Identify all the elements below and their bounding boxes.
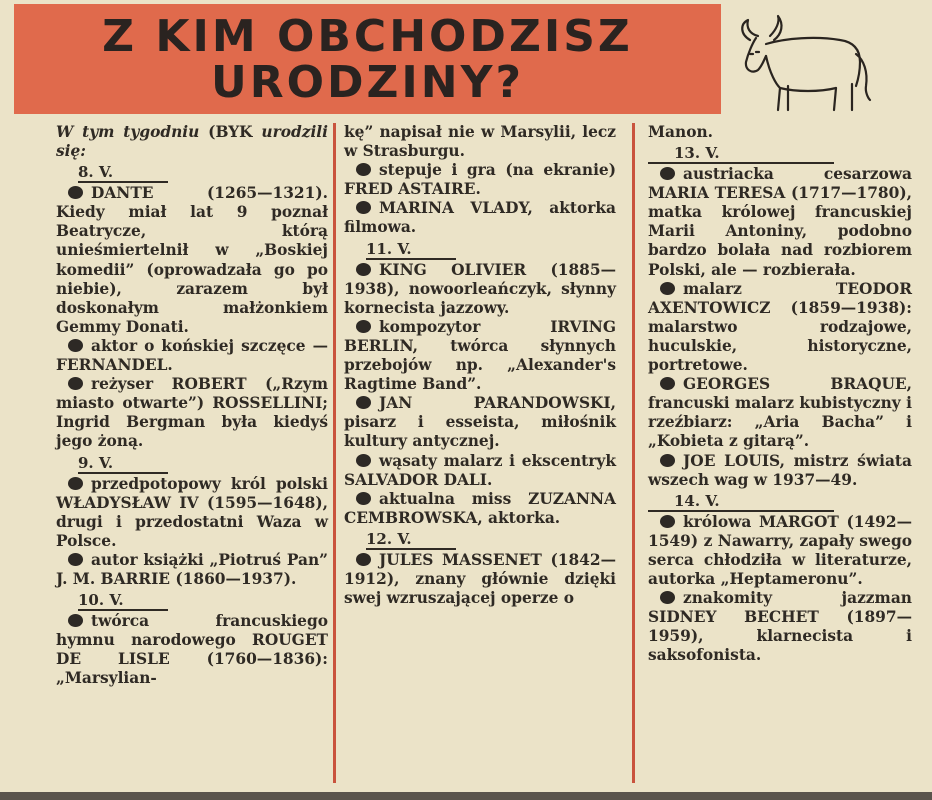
birthday-entry xyxy=(344,261,616,318)
entry-text: MARINA VLADY, aktorka filmowa. xyxy=(344,199,616,237)
column-divider-2 xyxy=(632,123,635,783)
date-heading: 11. V. xyxy=(366,240,456,260)
birthday-entry xyxy=(56,475,328,551)
column-divider-1 xyxy=(333,123,336,783)
entry-text: aktualna miss ZUZANNA CEMBROWSKA, aktorka. xyxy=(344,489,616,527)
page-title xyxy=(14,11,721,108)
entry-text: wąsaty malarz i ekscentryk SALVADOR DALI. xyxy=(344,451,616,489)
birthday-entry xyxy=(56,184,328,337)
bullet-dot-icon xyxy=(68,614,83,627)
date-heading: 14. V. xyxy=(648,492,834,512)
entry-text: DANTE (1265—1321). Kiedy miał lat 9 poznał Beatrycze, którą unieśmiertelnił w „Boskiej komedii” (oprowadzała go po niebie), zarazem był doskonałym małżonkiem Gemmy Donati. xyxy=(56,184,328,336)
intro-suffix: urodzili się: xyxy=(56,123,328,161)
entry-text: twórca francuskiego hymnu narodowego ROUGET DE LISLE (1760—1836): „Marsylian- xyxy=(56,612,328,688)
bullet-dot-icon xyxy=(68,377,83,390)
birthday-entry xyxy=(648,375,912,451)
date-heading: 13. V. xyxy=(648,144,834,164)
birthday-entry xyxy=(648,280,912,375)
entry-text: JAN PARANDOWSKI, pisarz i esseista, miłośnik kultury antycznej. xyxy=(344,394,616,451)
entry-text: królowa MARGOT (1492—1549) z Nawarry, zapały swego serca chłodziła w literaturze, autorka „Heptameronu”. xyxy=(648,512,912,588)
bullet-dot-icon xyxy=(356,320,371,333)
date-heading: 12. V. xyxy=(366,530,456,550)
column-1 xyxy=(56,123,328,688)
birthday-entry xyxy=(56,337,328,375)
entry-text: GEORGES BRAQUE, francuski malarz kubistyczny i rzeźbiarz: „Aria Bacha” i „Kobieta z gitarą”. xyxy=(648,375,912,451)
birthday-entry xyxy=(56,375,328,451)
entry-text: stepuje i gra (na ekranie) FRED ASTAIRE. xyxy=(344,161,616,199)
bullet-dot-icon xyxy=(356,396,371,409)
bullet-dot-icon xyxy=(660,591,675,604)
continued-text xyxy=(648,123,912,142)
entry-text: kę” napisał nie w Marsylii, lecz w Strasburgu. xyxy=(344,123,616,161)
entry-text: JOE LOUIS, mistrz świata wszech wag w 1937—49. xyxy=(648,451,912,489)
bullet-dot-icon xyxy=(660,377,675,390)
intro-prefix: W tym tygodniu xyxy=(56,123,200,141)
entry-text: reżyser ROBERT („Rzym miasto otwarte”) ROSSELLINI; Ingrid Bergman była kiedyś jego żoną. xyxy=(56,375,328,451)
bullet-dot-icon xyxy=(356,263,371,276)
bullet-dot-icon xyxy=(660,167,675,180)
birthday-entry xyxy=(344,394,616,451)
birthday-entry xyxy=(648,513,912,589)
title-line-1: Z KIM OBCHODZISZ xyxy=(102,11,633,62)
entry-text: KING OLIVIER (1885—1938), nowoorleańczyk, słynny kornecista jazzowy. xyxy=(344,260,616,317)
column-3 xyxy=(648,123,912,665)
bullet-dot-icon xyxy=(68,477,83,490)
birthday-entry xyxy=(344,551,616,608)
bullet-dot-icon xyxy=(356,201,371,214)
bullet-dot-icon xyxy=(68,553,83,566)
bullet-dot-icon xyxy=(660,282,675,295)
bullet-dot-icon xyxy=(356,553,371,566)
birthday-entry xyxy=(648,165,912,280)
birthday-entry xyxy=(344,318,616,394)
column-2 xyxy=(344,123,616,608)
entry-text: JULES MASSENET (1842—1912), znany głównie dzięki swej wzruszającej operze o xyxy=(344,550,616,608)
birthday-entry xyxy=(56,612,328,688)
bullet-dot-icon xyxy=(68,339,83,352)
bull-icon xyxy=(736,14,872,118)
bullet-dot-icon xyxy=(660,454,675,467)
entry-text: autor książki „Piotruś Pan” J. M. BARRIE (1860—1937). xyxy=(56,550,328,588)
bullet-dot-icon xyxy=(356,163,371,176)
intro-line xyxy=(56,123,328,161)
birthday-entry xyxy=(344,199,616,237)
date-heading: 9. V. xyxy=(78,454,168,474)
intro-sign: (BYK xyxy=(208,123,253,141)
entry-text: znakomity jazzman SIDNEY BECHET (1897—1959), klarnecista i saksofonista. xyxy=(648,589,912,665)
continued-text xyxy=(344,123,616,161)
birthday-entry xyxy=(344,452,616,490)
birthday-entry xyxy=(344,490,616,528)
entry-text: Manon. xyxy=(648,123,714,141)
birthday-entry xyxy=(56,551,328,589)
bullet-dot-icon xyxy=(356,454,371,467)
birthday-entry xyxy=(648,589,912,665)
date-heading: 8. V. xyxy=(78,163,168,183)
entry-text: austriacka cesarzowa MARIA TERESA (1717—1780), matka królowej francuskiej Marii Antoniny, podobno bardzo bolała nad rozbiorem Polski, ale — rozbierała. xyxy=(648,165,912,279)
entry-text: kompozytor IRVING BERLIN, twórca słynnych przebojów np. „Alexander's Ragtime Band”. xyxy=(344,317,616,394)
birthday-entry xyxy=(344,161,616,199)
bullet-dot-icon xyxy=(660,515,675,528)
bullet-dot-icon xyxy=(356,492,371,505)
entry-text: aktor o końskiej szczęce — FERNANDEL. xyxy=(56,336,328,375)
date-heading: 10. V. xyxy=(78,591,168,611)
entry-text: malarz TEODOR AXENTOWICZ (1859—1938): malarstwo rodzajowe, huculskie, historyczne, portretowe. xyxy=(648,279,912,375)
entry-text: przedpotopowy król polski WŁADYSŁAW IV (1595—1648), drugi i przedostatni Waza w Polsce. xyxy=(56,474,328,550)
birthday-entry xyxy=(648,452,912,490)
title-line-2: URODZINY? xyxy=(210,57,525,108)
bottom-rule xyxy=(0,792,932,800)
bullet-dot-icon xyxy=(68,186,83,199)
